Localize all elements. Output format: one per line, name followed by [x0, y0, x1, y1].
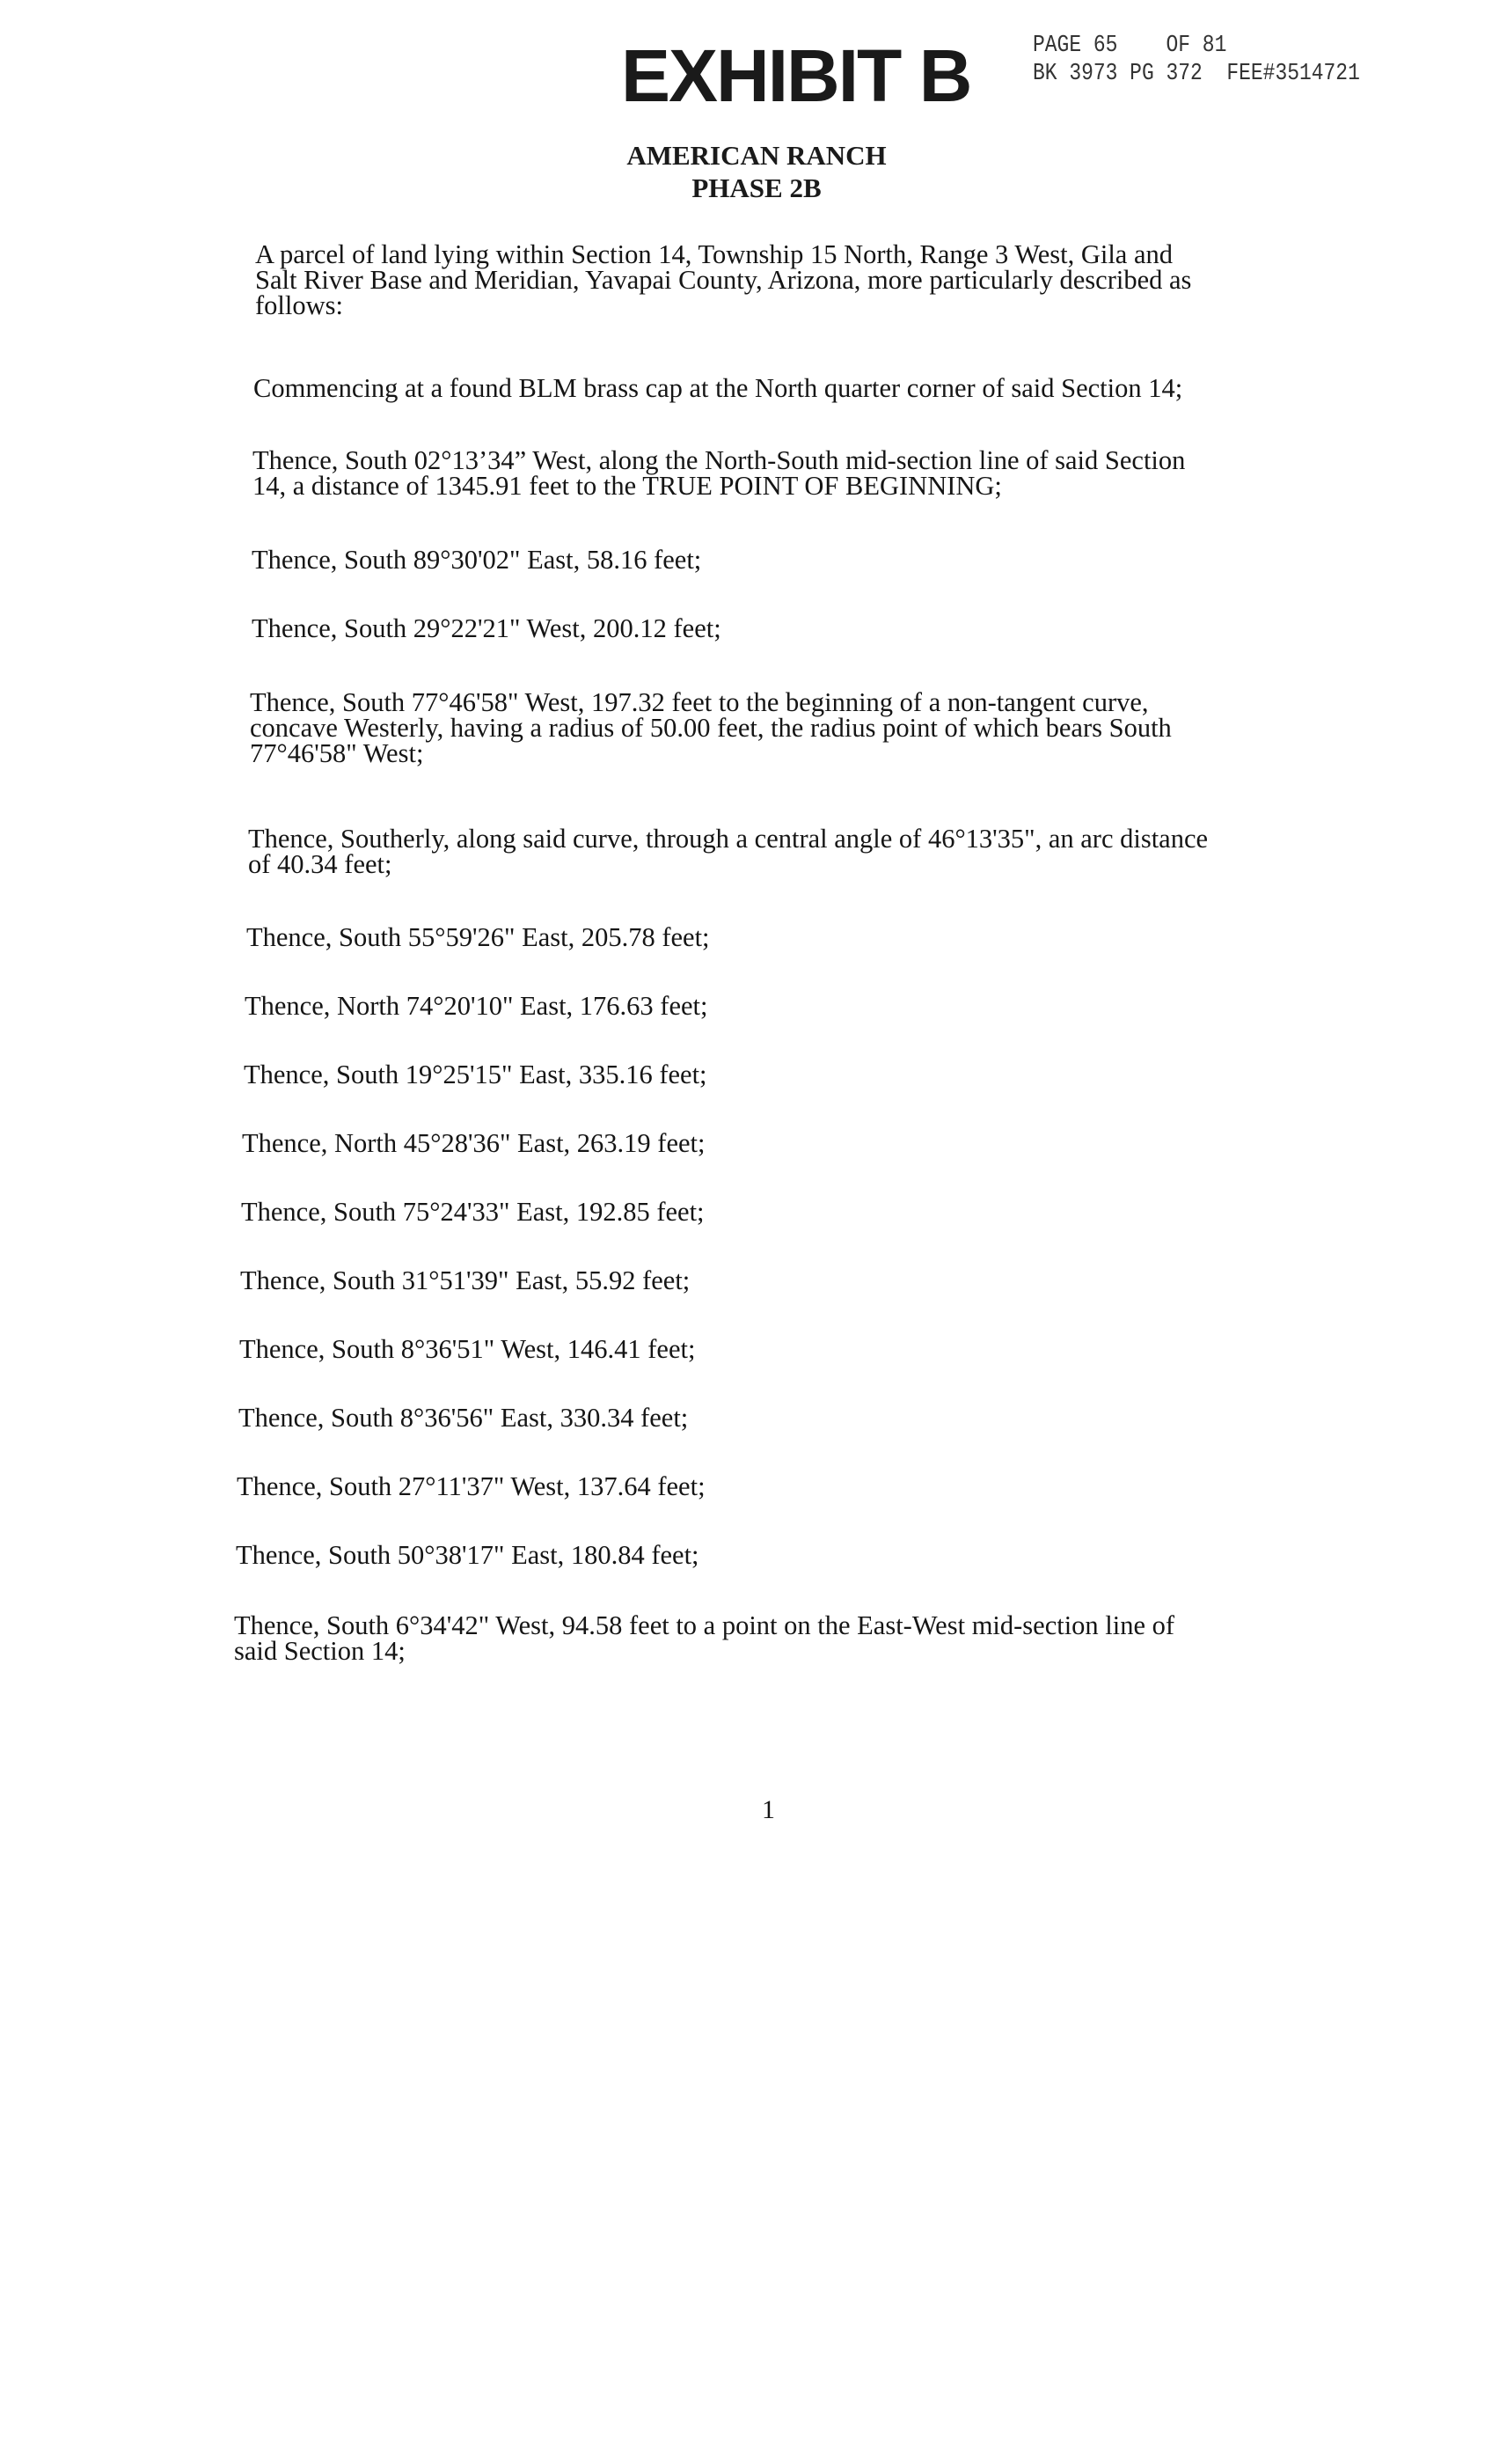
course-paragraph — [241, 1199, 705, 1225]
paragraph-line: Thence, South 19°25'15" East, 335.16 feet; — [244, 1060, 707, 1089]
course-paragraph — [250, 687, 1172, 768]
page-number: 1 — [762, 1795, 775, 1824]
course-paragraph — [246, 922, 710, 952]
course-paragraph — [240, 1265, 691, 1295]
course-paragraph — [239, 1334, 696, 1364]
course-paragraph — [242, 1128, 706, 1158]
stamp-book-line: BK 3973 PG 372 FEE#3514721 — [1033, 61, 1360, 87]
paragraph-line: Thence, North 45°28'36" East, 263.19 feet; — [242, 1128, 706, 1158]
course-paragraph — [238, 1405, 688, 1431]
paragraph-line: Thence, South 29°22'21" West, 200.12 feet; — [252, 613, 721, 643]
paragraph-line: 14, a distance of 1345.91 feet to the TRUE POINT OF BEGINNING; — [252, 471, 1002, 501]
paragraph-line: Thence, South 02°13’34” West, along the North-South mid-section line of said Section — [252, 445, 1186, 475]
course-paragraph — [236, 1540, 699, 1570]
paragraph-line: Thence, North 74°20'10" East, 176.63 feet; — [245, 991, 708, 1021]
document-subheading: PHASE 2B — [691, 172, 822, 203]
paragraph-line: of 40.34 feet; — [248, 849, 392, 879]
paragraph-line: Thence, Southerly, along said curve, through a central angle of 46°13'35", an arc distance — [248, 824, 1209, 854]
course-paragraph — [252, 613, 721, 643]
intro-paragraph — [255, 239, 1192, 320]
paragraph-line: concave Westerly, having a radius of 50.00 feet, the radius point of which bears South — [250, 713, 1172, 743]
stamp-page-line: PAGE 65 OF 81 — [1033, 33, 1227, 59]
paragraph-line: Thence, South 6°34'42" West, 94.58 feet to a point on the East-West mid-section line of — [234, 1610, 1175, 1640]
course-paragraph — [252, 547, 701, 573]
commencing-paragraph — [253, 373, 1183, 403]
course-paragraph — [237, 1471, 706, 1501]
paragraph-line: Thence, South 8°36'51" West, 146.41 feet; — [239, 1334, 696, 1364]
curve-paragraph — [248, 826, 1208, 877]
document-heading: AMERICAN RANCH — [626, 140, 887, 171]
exhibit-title: EXHIBIT B — [621, 34, 971, 117]
paragraph-line: said Section 14; — [234, 1636, 406, 1666]
paragraph-line: Salt River Base and Meridian, Yavapai County, Arizona, more particularly described as — [255, 265, 1192, 295]
paragraph-line: Commencing at a found BLM brass cap at the North quarter corner of said Section 14; — [253, 373, 1183, 403]
paragraph-line: A parcel of land lying within Section 14, Township 15 North, Range 3 West, Gila and — [255, 239, 1174, 269]
recording-stamp — [1033, 32, 1360, 88]
paragraph-line: Thence, South 27°11'37" West, 137.64 feet; — [237, 1471, 706, 1501]
paragraph-line: 77°46'58" West; — [250, 738, 424, 768]
course-paragraph — [244, 1062, 707, 1088]
course-paragraph — [252, 445, 1186, 501]
paragraph-line: Thence, South 31°51'39" East, 55.92 feet; — [240, 1265, 691, 1295]
paragraph-line: Thence, South 55°59'26" East, 205.78 feet; — [246, 922, 710, 952]
paragraph-line: Thence, South 89°30'02" East, 58.16 feet; — [252, 545, 702, 575]
paragraph-line: follows: — [255, 290, 343, 320]
paragraph-line: Thence, South 8°36'56" East, 330.34 feet; — [238, 1403, 689, 1433]
paragraph-line: Thence, South 75°24'33" East, 192.85 feet; — [241, 1197, 705, 1227]
course-paragraph — [234, 1610, 1175, 1666]
course-paragraph — [245, 991, 708, 1021]
paragraph-line: Thence, South 50°38'17" East, 180.84 feet; — [236, 1540, 699, 1570]
paragraph-line: Thence, South 77°46'58" West, 197.32 feet to the beginning of a non-tangent curve, — [250, 687, 1149, 717]
